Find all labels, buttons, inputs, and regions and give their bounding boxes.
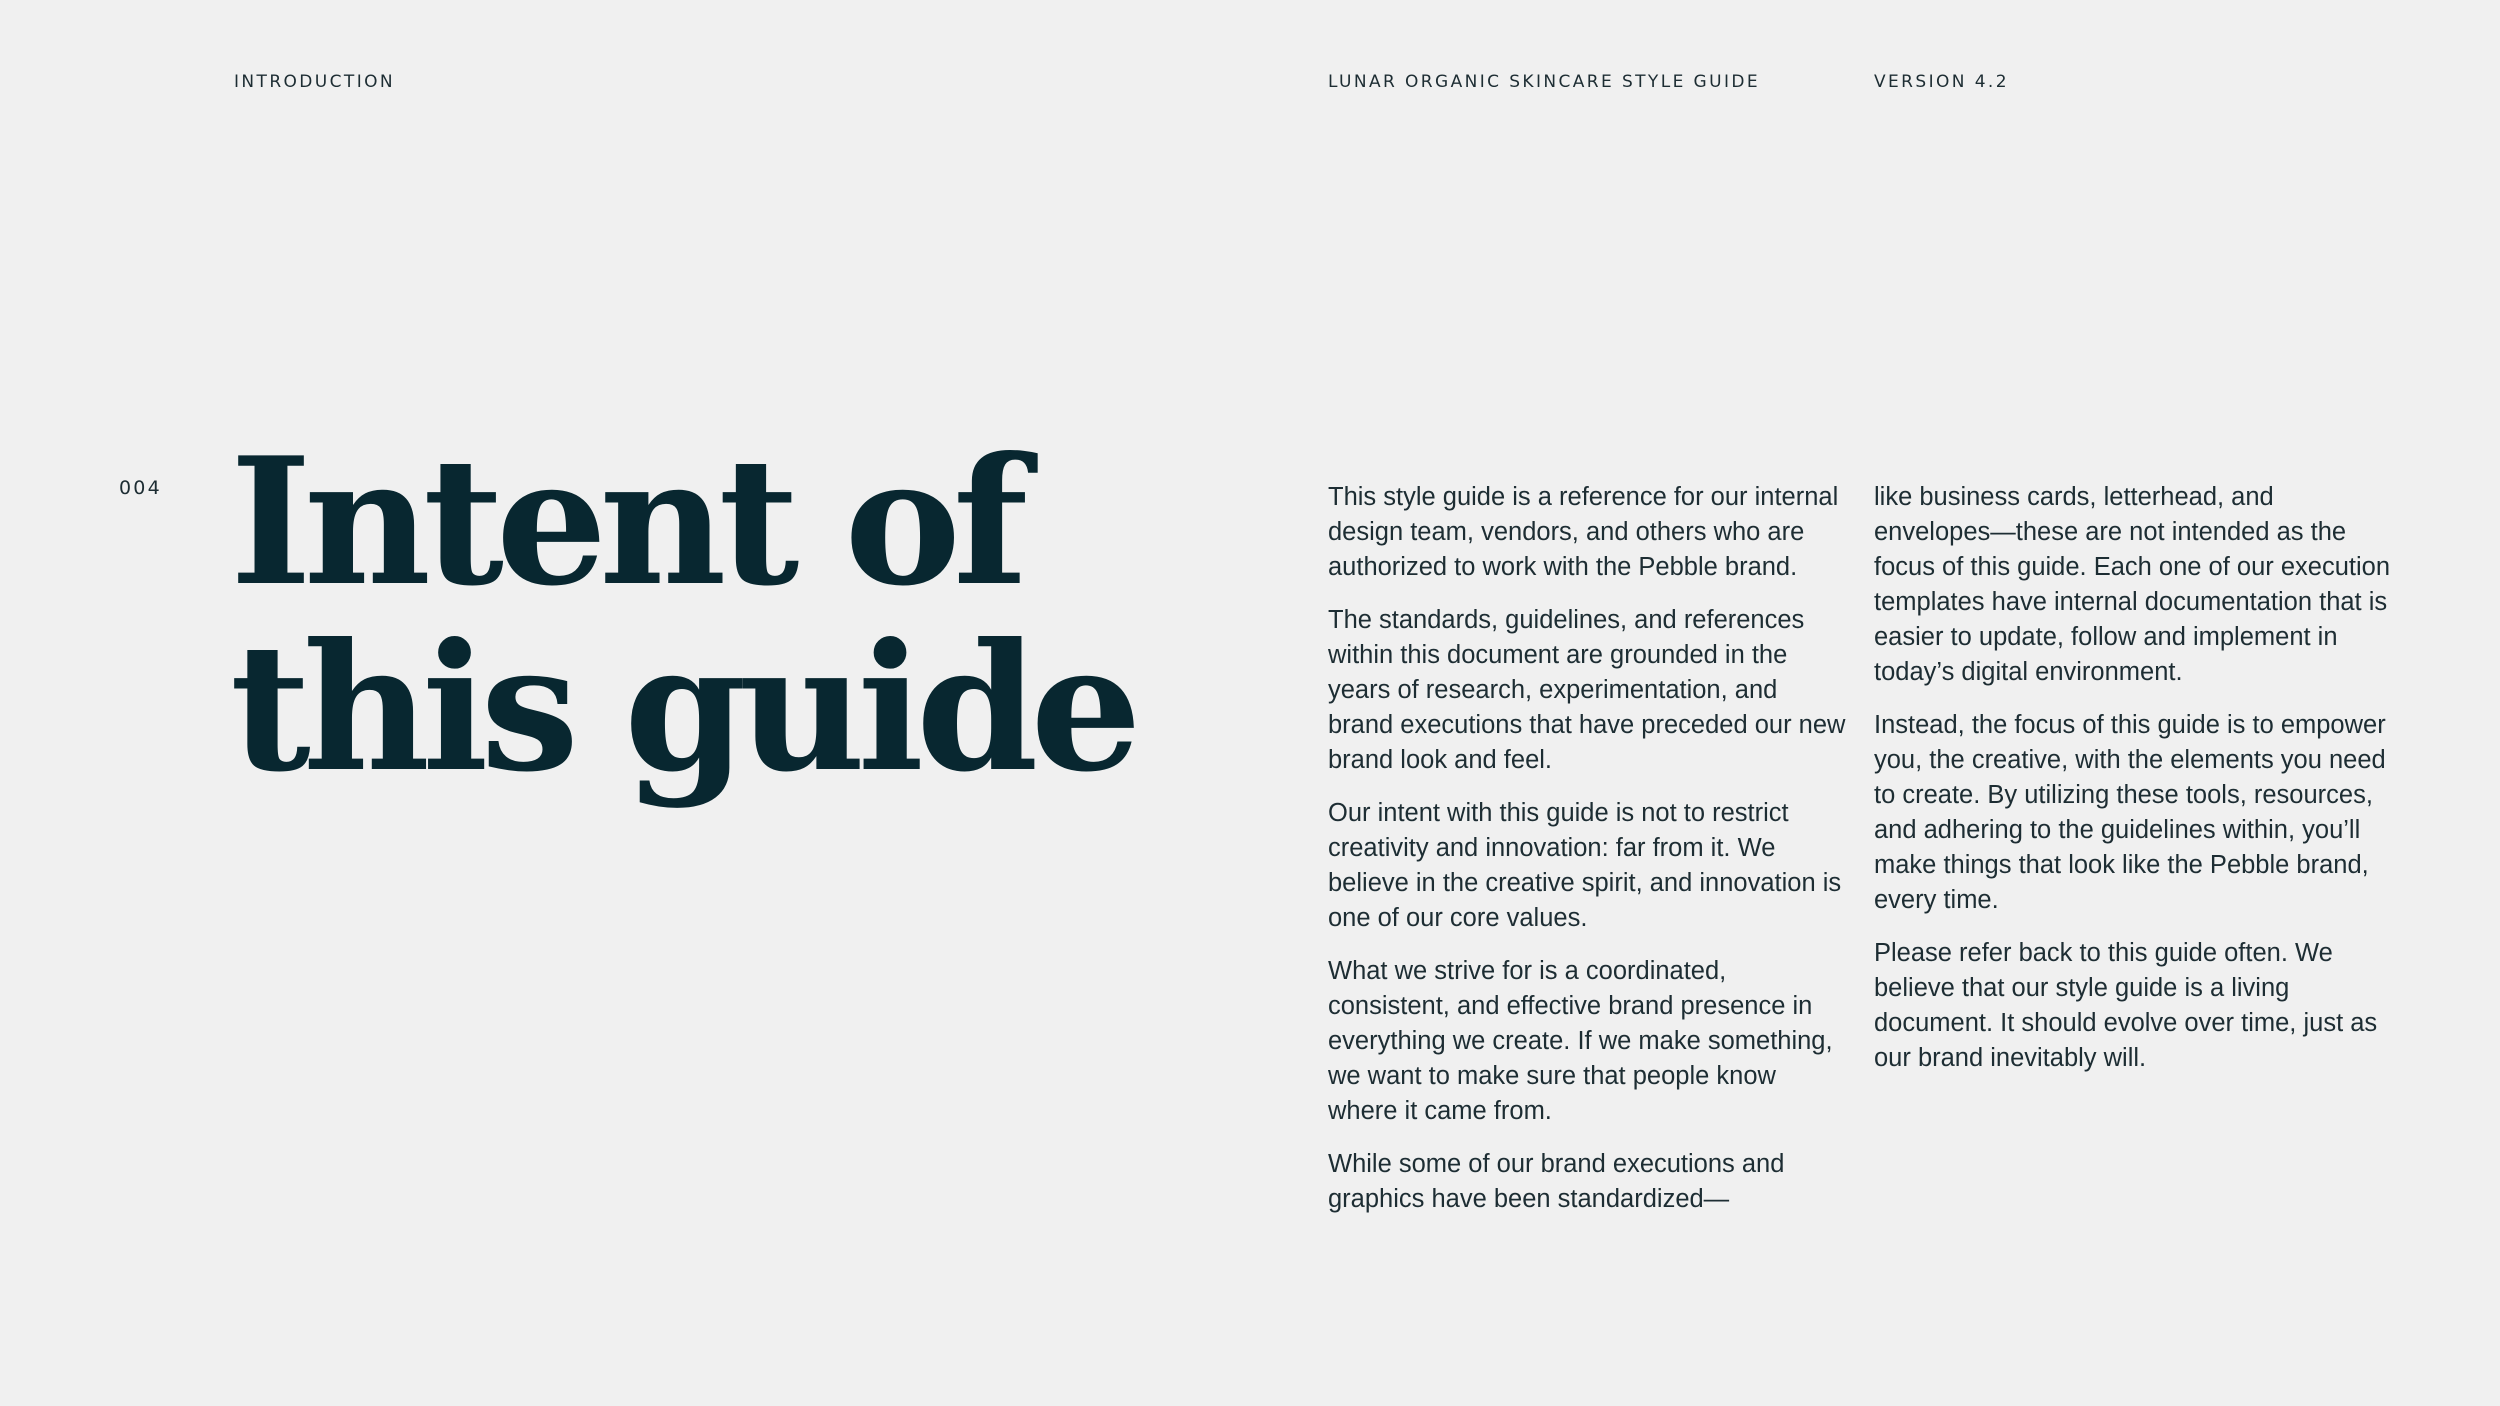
paragraph: like business cards, letterhead, and envelopes—these are not intended as the focus of this guide. Each one of our execution templates have internal documentation that is easier to update, follow and implement in today’s digital environment. <box>1874 483 2391 686</box>
paragraph: Instead, the focus of this guide is to empower you, the creative, with the elements you need to create. By utilizing these tools, resources, and adhering to the guidelines within, you’ll make things that look like the Pebble brand, every time. <box>1874 711 2386 914</box>
section-label: INTRODUCTION <box>234 72 396 92</box>
body-column-left <box>1328 480 1848 1235</box>
paragraph: The standards, guidelines, and references within this document are grounded in the years of research, experimentation, and brand executions that have preceded our new brand look and feel. <box>1328 606 1846 774</box>
heading-line-2: this guide <box>230 606 1134 811</box>
paragraph: While some of our brand executions and graphics have been standardized— <box>1328 1150 1785 1213</box>
paragraph: Please refer back to this guide often. We believe that our style guide is a living document. It should evolve over time, just as our brand inevitably will. <box>1874 939 2378 1072</box>
version-label: VERSION 4.2 <box>1874 72 2009 92</box>
page-number: 004 <box>119 477 162 499</box>
guide-title: LUNAR ORGANIC SKINCARE STYLE GUIDE <box>1328 72 1760 92</box>
page-heading <box>230 420 1250 811</box>
paragraph: What we strive for is a coordinated, consistent, and effective brand presence in everything we create. If we make something, we want to make sure that people know where it came from. <box>1328 957 1833 1125</box>
paragraph: Our intent with this guide is not to restrict creativity and innovation: far from it. We believe in the creative spirit, and innovation is one of our core values. <box>1328 799 1842 932</box>
paragraph: This style guide is a reference for our internal design team, vendors, and others who are authorized to work with the Pebble brand. <box>1328 483 1839 581</box>
body-column-right <box>1874 480 2394 1094</box>
heading-line-1: Intent of <box>230 420 1021 625</box>
